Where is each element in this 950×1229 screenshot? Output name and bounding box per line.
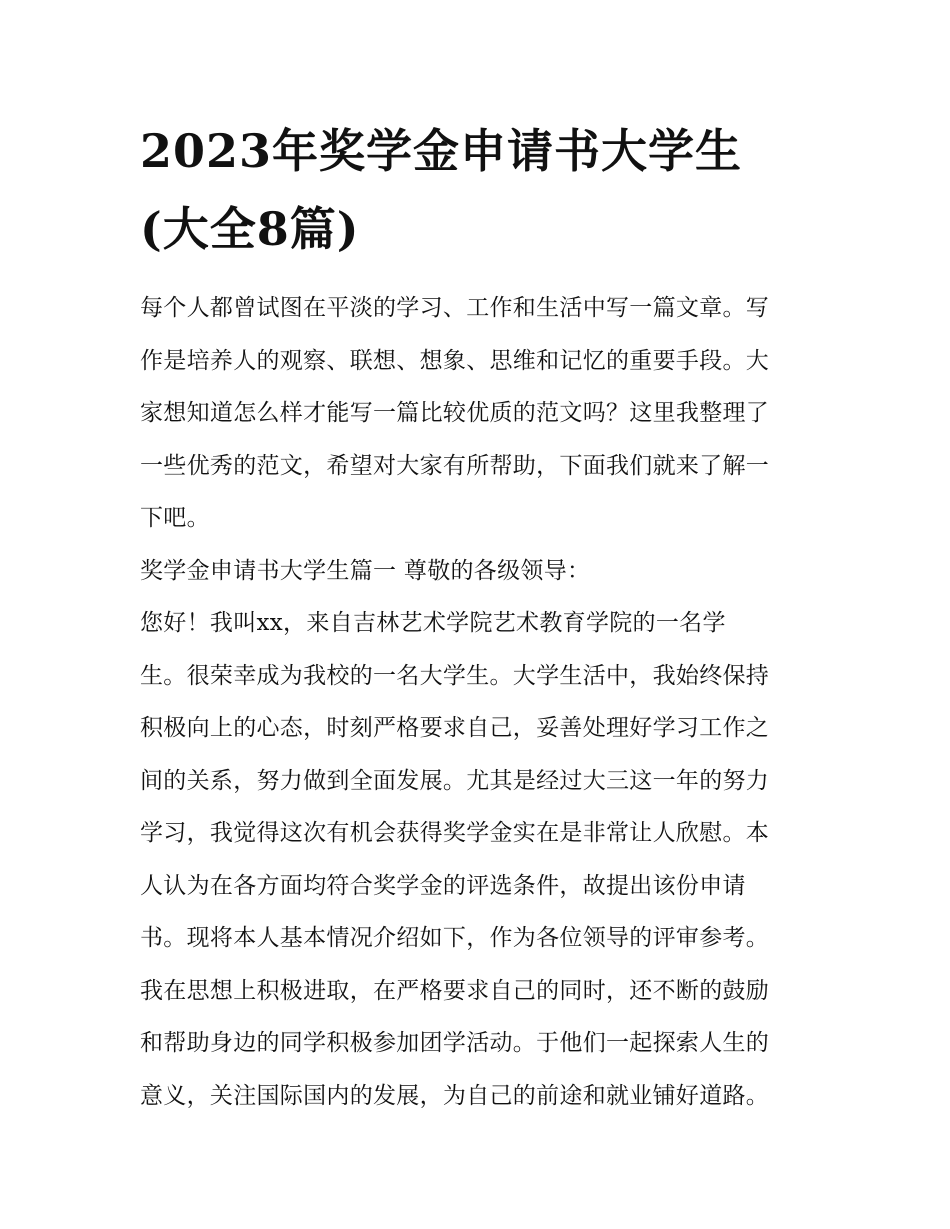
body-line: 和帮助身边的同学积极参加团学活动。于他们一起探索人生的 xyxy=(140,1030,770,1056)
body-line: 学习，我觉得这次有机会获得奖学金实在是非常让人欣慰。本 xyxy=(140,820,770,846)
body-line: 下吧。 xyxy=(140,505,210,531)
body-line: 一些优秀的范文，希望对大家有所帮助，下面我们就来了解一 xyxy=(140,452,770,479)
title-line: 2023年奖学金申请书大学生 xyxy=(140,124,743,178)
title-line: (大全8篇) xyxy=(140,202,360,256)
body-line: 您好！我叫xx，来自吉林艺术学院艺术教育学院的一名学 xyxy=(140,610,726,636)
body-line: 我在思想上积极进取，在严格要求自己的同时，还不断的鼓励 xyxy=(140,977,770,1004)
section-heading-line: 奖学金申请书大学生篇一 尊敬的各级领导： xyxy=(140,557,591,584)
body-line: 积极向上的心态，时刻严格要求自己，妥善处理好学习工作之 xyxy=(140,715,770,741)
body-line: 意义，关注国际国内的发展，为自己的前途和就业铺好道路。 xyxy=(140,1082,770,1109)
body-line: 人认为在各方面均符合奖学金的评选条件，故提出该份申请 xyxy=(140,872,746,899)
body-line: 书。现将本人基本情况介绍如下，作为各位领导的评审参考。 xyxy=(140,925,770,951)
document-body xyxy=(140,282,820,1122)
document-title xyxy=(140,112,820,268)
body-line: 生。很荣幸成为我校的一名大学生。大学生活中，我始终保持 xyxy=(140,662,770,689)
body-line: 每个人都曾试图在平淡的学习、工作和生活中写一篇文章。写 xyxy=(140,295,770,321)
document-page xyxy=(140,112,820,1122)
body-line: 作是培养人的观察、联想、想象、思维和记忆的重要手段。大 xyxy=(140,347,770,374)
body-line: 间的关系，努力做到全面发展。尤其是经过大三这一年的努力 xyxy=(140,767,770,794)
body-line: 家想知道怎么样才能写一篇比较优质的范文吗？这里我整理了 xyxy=(140,400,770,426)
